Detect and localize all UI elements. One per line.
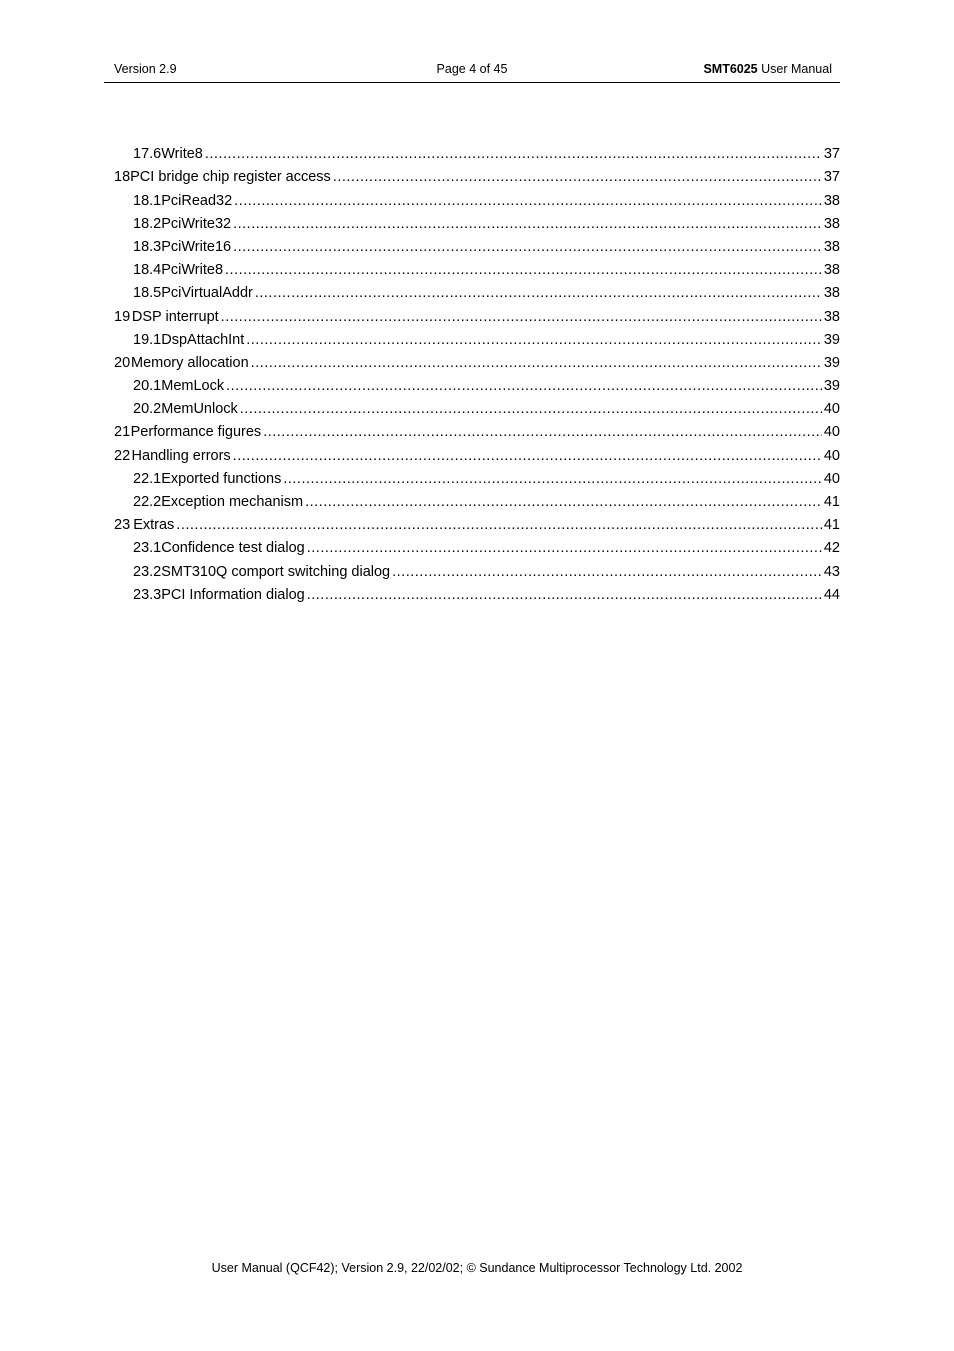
toc-entry-page: 42 bbox=[823, 540, 840, 557]
toc-entry[interactable] bbox=[114, 186, 840, 209]
toc-dot-leader bbox=[205, 146, 822, 163]
toc-entry-page: 40 bbox=[823, 470, 840, 487]
toc-entry-number: 23.1 bbox=[133, 540, 162, 557]
header-version: Version 2.9 bbox=[114, 62, 177, 76]
toc-entry[interactable] bbox=[114, 511, 840, 534]
toc-entry-title: SMT310Q comport switching dialog bbox=[161, 563, 391, 580]
toc-entry-page: 38 bbox=[823, 262, 840, 279]
toc-entry[interactable] bbox=[114, 581, 840, 604]
toc-dot-leader bbox=[233, 448, 822, 465]
header-doc-title bbox=[703, 62, 832, 76]
toc-dot-leader bbox=[307, 587, 822, 604]
toc-entry[interactable] bbox=[114, 349, 840, 372]
toc-entry[interactable] bbox=[114, 395, 840, 418]
toc-entry-title: Handling errors bbox=[131, 447, 231, 464]
header-product: SMT6025 bbox=[703, 62, 758, 76]
toc-entry-page: 39 bbox=[823, 354, 840, 371]
toc-entry[interactable] bbox=[114, 534, 840, 557]
toc-entry-number: 19 bbox=[114, 308, 131, 325]
toc-entry-number: 23.2 bbox=[133, 563, 162, 580]
toc-entry-number: 18.2 bbox=[133, 215, 162, 232]
toc-entry-number: 22.1 bbox=[133, 470, 162, 487]
toc-dot-leader bbox=[233, 239, 822, 256]
toc-entry[interactable] bbox=[114, 441, 840, 464]
toc-entry-page: 39 bbox=[823, 331, 840, 348]
toc-entry-page: 38 bbox=[823, 285, 840, 302]
toc-entry-page: 40 bbox=[823, 424, 840, 441]
toc-entry-number: 22 bbox=[114, 447, 131, 464]
toc-dot-leader bbox=[225, 262, 822, 279]
toc-entry-title: MemLock bbox=[161, 378, 225, 395]
page-header bbox=[104, 60, 840, 83]
toc-entry[interactable] bbox=[114, 140, 840, 163]
toc-entry-page: 41 bbox=[823, 517, 840, 534]
toc-entry-title: Performance figures bbox=[130, 424, 262, 441]
toc-dot-leader bbox=[221, 309, 822, 326]
toc-entry-title: Confidence test dialog bbox=[161, 540, 305, 557]
toc-entry-title: DspAttachInt bbox=[161, 331, 245, 348]
toc-entry-number: 18.4 bbox=[133, 262, 162, 279]
toc-entry-page: 39 bbox=[823, 378, 840, 395]
toc-entry-title: PciWrite32 bbox=[161, 215, 232, 232]
toc-entry-number: 21 bbox=[114, 424, 131, 441]
toc-entry-page: 41 bbox=[823, 494, 840, 510]
toc-dot-leader bbox=[176, 517, 822, 534]
toc-entry-page: 38 bbox=[823, 308, 840, 325]
toc-entry-page: 37 bbox=[823, 146, 840, 163]
toc-entry-number: 23 bbox=[114, 517, 131, 534]
toc-dot-leader bbox=[234, 193, 822, 210]
toc-entry[interactable] bbox=[114, 302, 840, 325]
header-manual-label: User Manual bbox=[761, 62, 832, 76]
toc-dot-leader bbox=[392, 564, 822, 581]
toc-entry-number: 19.1 bbox=[133, 331, 162, 348]
toc-entry-number: 17.6 bbox=[133, 146, 162, 163]
toc-entry-page: 40 bbox=[823, 401, 840, 418]
toc-dot-leader bbox=[240, 401, 822, 418]
toc-entry-page: 43 bbox=[823, 563, 840, 580]
toc-entry-title: Exception mechanism bbox=[161, 494, 304, 510]
toc-entry-page: 37 bbox=[823, 169, 840, 186]
toc-dot-leader bbox=[305, 494, 822, 511]
toc-entry-number: 20.1 bbox=[133, 378, 162, 395]
toc-entry-title: Write8 bbox=[161, 146, 203, 163]
toc-entry-title: PciWrite16 bbox=[161, 238, 232, 255]
toc-dot-leader bbox=[283, 471, 822, 488]
toc-entry-page: 44 bbox=[823, 586, 840, 603]
toc-dot-leader bbox=[307, 540, 822, 557]
toc-entry-number: 23.3 bbox=[133, 586, 162, 603]
header-page-number: Page 4 of 45 bbox=[436, 62, 508, 76]
toc-entry-title: DSP interrupt bbox=[131, 308, 219, 325]
toc-entry[interactable] bbox=[114, 557, 840, 580]
toc-entry[interactable] bbox=[114, 210, 840, 233]
toc-entry[interactable] bbox=[114, 418, 840, 441]
toc-entry-title: PciRead32 bbox=[161, 192, 233, 209]
toc-entry-number: 20 bbox=[114, 354, 131, 371]
toc-entry[interactable] bbox=[114, 326, 840, 349]
toc-entry-page: 38 bbox=[823, 192, 840, 209]
toc-dot-leader bbox=[333, 169, 822, 186]
toc-entry-title: PCI bridge chip register access bbox=[130, 169, 331, 186]
toc-dot-leader bbox=[251, 355, 822, 372]
toc-dot-leader bbox=[255, 285, 822, 302]
toc-dot-leader bbox=[226, 378, 822, 395]
toc-entry-title: PCI Information dialog bbox=[161, 586, 305, 603]
toc-entry[interactable] bbox=[114, 488, 840, 511]
toc-entry-number: 18 bbox=[114, 169, 131, 186]
toc-entry-number: 20.2 bbox=[133, 401, 162, 418]
toc-entry[interactable] bbox=[114, 372, 840, 395]
table-of-contents bbox=[114, 140, 840, 604]
toc-entry-number: 18.1 bbox=[133, 192, 162, 209]
toc-dot-leader bbox=[246, 332, 822, 349]
toc-entry[interactable] bbox=[114, 279, 840, 302]
page-footer: User Manual (QCF42); Version 2.9, 22/02/02; © Sundance Multiprocessor Technology Ltd. 2002 bbox=[211, 1261, 743, 1275]
toc-entry-number: 18.3 bbox=[133, 238, 162, 255]
toc-entry-title: MemUnlock bbox=[161, 401, 238, 418]
toc-entry[interactable] bbox=[114, 465, 840, 488]
toc-entry-number: 18.5 bbox=[133, 285, 162, 302]
toc-entry-page: 38 bbox=[823, 215, 840, 232]
toc-entry-title: PciVirtualAddr bbox=[161, 285, 253, 302]
toc-entry-title: Exported functions bbox=[161, 470, 282, 487]
toc-dot-leader bbox=[263, 424, 822, 441]
toc-entry-page: 40 bbox=[823, 447, 840, 464]
toc-entry-title: Memory allocation bbox=[131, 354, 249, 371]
toc-dot-leader bbox=[233, 216, 822, 233]
toc-entry[interactable] bbox=[114, 256, 840, 279]
toc-entry-number: 22.2 bbox=[133, 494, 162, 510]
toc-entry-title: PciWrite8 bbox=[161, 262, 224, 279]
toc-entry[interactable] bbox=[114, 233, 840, 256]
toc-entry[interactable] bbox=[114, 163, 840, 186]
toc-entry-page: 38 bbox=[823, 238, 840, 255]
toc-entry-title: Extras bbox=[133, 517, 175, 534]
